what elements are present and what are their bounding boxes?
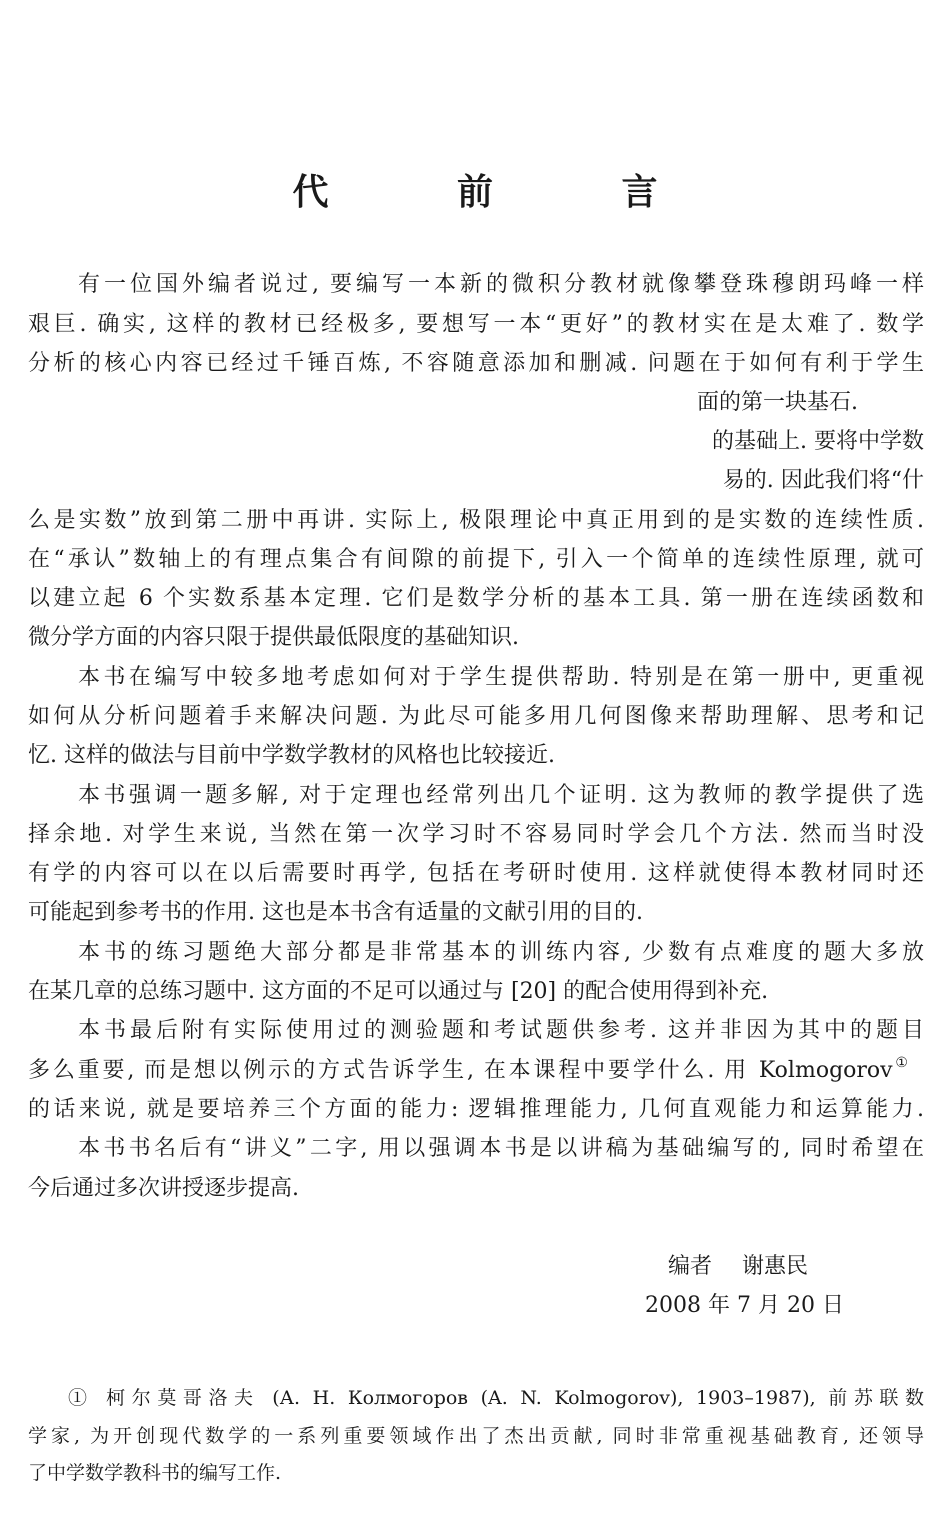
text-line: 本书的练习题绝大部分都是非常基本的训练内容, 少数有点难度的题大多放 [78, 940, 924, 965]
signature-role: 编者 [668, 1254, 713, 1279]
text-line: 在某几章的总练习题中. 这方面的不足可以通过与 [20] 的配合使用得到补充. [28, 979, 769, 1004]
text-line: 本书在编写中较多地考虑如何对于学生提供帮助. 特别是在第一册中, 更重视 [78, 665, 924, 690]
text-line: 以建立起 6 个实数系基本定理. 它们是数学分析的基本工具. 第一册在连续函数和 [28, 586, 924, 611]
text-line: 的基础上. 要将中学数 [712, 429, 924, 454]
text-line: 择余地. 对学生来说, 当然在第一次学习时不容易同时学会几个方法. 然而当时没 [28, 822, 924, 847]
text-line: 面的第一块基石. [697, 390, 858, 415]
footnote-line: 学家, 为开创现代数学的一系列重要领域作出了杰出贡献, 同时非常重视基础教育, 还领导 [28, 1425, 924, 1447]
text-line: 艰巨. 确实, 这样的教材已经极多, 要想写一本“更好”的教材实在是太难了. 数学 [28, 312, 924, 337]
text-line: 忆. 这样的做法与目前中学数学教材的风格也比较接近. [28, 743, 555, 768]
text-line: 如何从分析问题着手来解决问题. 为此尽可能多用几何图像来帮助理解、思考和记 [28, 704, 924, 729]
signature-name: 谢惠民 [742, 1254, 809, 1279]
text-line: 本书最后附有实际使用过的测验题和考试题供参考. 这并非因为其中的题目 [78, 1018, 924, 1043]
text-line-content: 多么重要, 而是想以例示的方式告诉学生, 在本课程中要学什么. 用 Kolmogorov [28, 1058, 893, 1083]
text-line: 有一位国外编者说过, 要编写一本新的微积分教材就像攀登珠穆朗玛峰一样 [78, 272, 924, 297]
text-line: 的话来说, 就是要培养三个方面的能力: 逻辑推理能力, 几何直观能力和运算能力. [28, 1097, 924, 1122]
text-line: 本书书名后有“讲义”二字, 用以强调本书是以讲稿为基础编写的, 同时希望在 [78, 1136, 924, 1161]
footnote-marker: ① [892, 1055, 908, 1071]
text-line: 分析的核心内容已经过千锤百炼, 不容随意添加和删减. 问题在于如何有利于学生 [28, 351, 924, 376]
text-line: 有学的内容可以在以后需要时再学, 包括在考研时使用. 这样就使得本教材同时还 [28, 861, 924, 886]
text-line: 今后通过多次讲授逐步提高. [28, 1176, 299, 1201]
text-line [28, 1056, 908, 1086]
text-line: 在“承认”数轴上的有理点集合有间隙的前提下, 引入一个简单的连续性原理, 就可 [28, 547, 924, 572]
text-line: 本书强调一题多解, 对于定理也经常列出几个证明. 这为教师的教学提供了选 [78, 783, 924, 808]
text-line: 微分学方面的内容只限于提供最低限度的基础知识. [28, 625, 519, 650]
signature-date: 2008 年 7 月 20 日 [645, 1293, 844, 1318]
text-line: 么是实数”放到第二册中再讲. 实际上, 极限理论中真正用到的是实数的连续性质. [28, 508, 924, 533]
text-line: 易的. 因此我们将“什 [722, 468, 924, 493]
text-line: 可能起到参考书的作用. 这也是本书含有适量的文献引用的目的. [28, 900, 643, 925]
footnote-line: ① 柯尔莫哥洛夫 (А. Н. Колмогоров (A. N. Kolmogorov), 1903–1987), 前苏联数 [68, 1387, 924, 1409]
page-title: 代 前 言 [292, 171, 716, 213]
footnote-line: 了中学数学教科书的编写工作. [28, 1462, 282, 1484]
